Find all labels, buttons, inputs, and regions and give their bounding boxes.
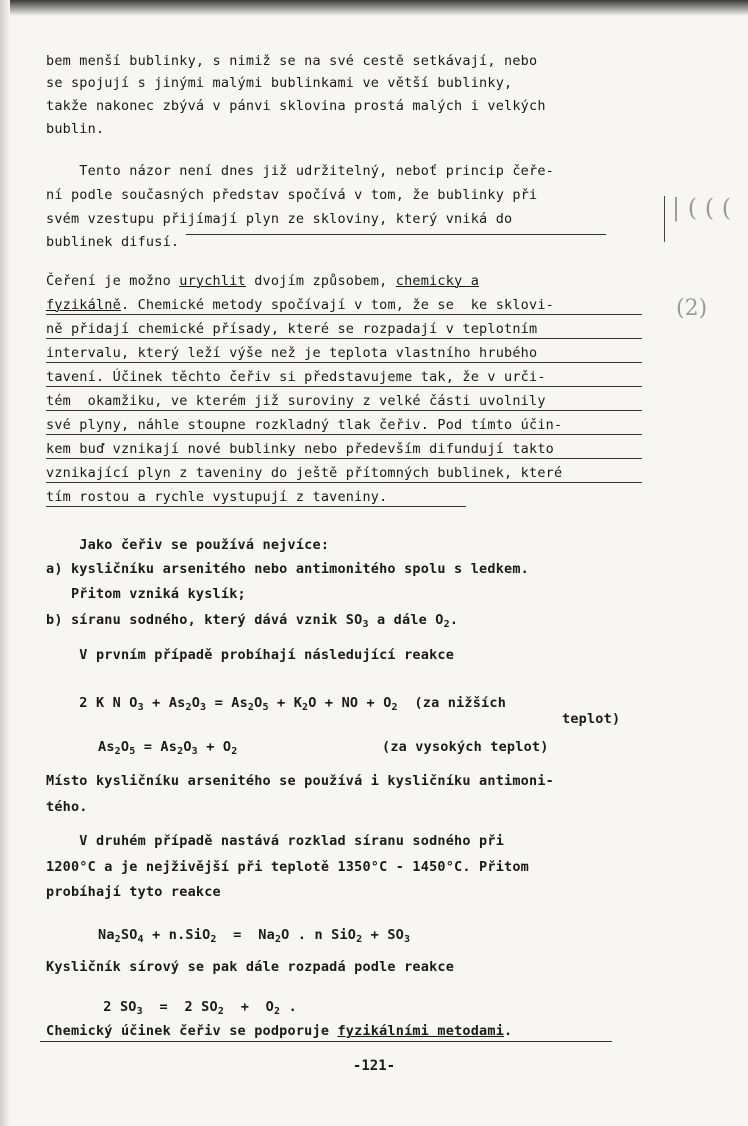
equation-line: [70, 998, 297, 1021]
text-line: tím rostou a rychle vystupují z taveniny.: [46, 489, 388, 505]
text-run: dvojím způsobem,: [245, 273, 396, 289]
eq-run: 2 K N O: [46, 695, 138, 711]
underline-rule: [46, 506, 466, 507]
text-line: (za vysokých teplot): [382, 739, 549, 755]
text-line: 1200°C a je nejživější při teplotě 1350°C - 1450°C. Přitom: [46, 859, 530, 875]
eq-run: O: [191, 695, 201, 711]
eq-run: + n.SiO: [143, 927, 211, 943]
subscript: 5: [262, 702, 269, 713]
text-line: V prvním případě probíhají následující reakce: [46, 647, 455, 663]
margin-pencil-mark: (2): [676, 296, 708, 321]
eq-run: (za nižších: [397, 695, 507, 711]
text-run: Čeření je možno: [46, 273, 180, 289]
underline-rule: [46, 362, 642, 363]
text-line: V druhém případě nastává rozklad síranu sodného při: [46, 833, 505, 849]
subscript: 3: [136, 1006, 143, 1017]
eq-run: + O: [224, 999, 275, 1015]
subscript: 2: [443, 619, 450, 630]
text-run: .: [504, 1023, 513, 1039]
eq-run: + As: [143, 695, 186, 711]
text-run: . Chemické metody spočívají v tom, že se ke sklovi-: [120, 297, 554, 313]
equation-line: [98, 738, 237, 761]
eq-run: = 2 SO: [142, 999, 218, 1015]
eq-run: O: [183, 739, 192, 755]
underline-rule: [46, 386, 642, 387]
text-line: své plyny, náhle stoupne rozkladný tlak čeřiv. Pod tímto účin-: [46, 417, 563, 433]
text-run: Chemický účinek čeřiv se podporuje: [46, 1023, 338, 1039]
eq-run: = As: [206, 695, 248, 711]
eq-run: = Na: [216, 927, 275, 943]
underline-rule: [46, 338, 642, 339]
eq-run: Na: [98, 927, 115, 943]
text-line: a) kysličníku arsenitého nebo antimonitého spolu s ledkem.: [46, 561, 530, 577]
subscript: 3: [137, 702, 144, 713]
equation-line: [98, 926, 410, 949]
eq-run: = As: [135, 739, 178, 755]
text-line: kem buď vznikají nové bublinky nebo především difundují takto: [46, 441, 554, 457]
text-line: [46, 1022, 512, 1040]
subscript: 2: [247, 702, 255, 713]
text-line: vznikající plyn z taveniny do ještě přítomných bublinek, které: [46, 465, 563, 481]
text-line: bublin.: [46, 121, 105, 137]
page-number: -121-: [352, 1058, 396, 1074]
text-line: bublinek difusí.: [46, 234, 180, 250]
subscript: 5: [129, 746, 136, 757]
subscript: 2: [114, 934, 121, 945]
eq-run: O: [120, 739, 130, 755]
subscript: 3: [404, 934, 411, 945]
text-line: [46, 296, 554, 314]
underline-rule: [46, 410, 642, 411]
text-run: .: [449, 612, 459, 628]
eq-run: O + NO + O: [308, 695, 392, 711]
underline-rule: [46, 482, 642, 483]
margin-pencil-mark: | ( ( (: [672, 194, 732, 222]
subscript: 2: [177, 746, 184, 757]
text-line: tavení. Účinek těchto čeřiv si představujeme tak, že v urči-: [46, 369, 546, 385]
eq-run: + O: [197, 739, 232, 755]
eq-run: + SO: [362, 927, 404, 943]
underline-rule: [46, 314, 642, 315]
text-line: ně přidají chemické přísady, které se rozpadají v teplotním: [46, 321, 538, 337]
subscript: 2: [217, 1006, 225, 1017]
subscript: 2: [231, 746, 238, 757]
text-line: Tento názor není dnes již udržitelný, neboť princip čeře-: [46, 163, 554, 179]
subscript: 2: [185, 702, 192, 713]
text-line: Místo kysličníku arsenitého se používá i kysličníku antimoni-: [46, 773, 554, 789]
text-run: b) síranu sodného, který dává vznik SO: [46, 612, 363, 628]
underlined-word: urychlit: [179, 273, 246, 289]
underline-rule: [40, 1041, 612, 1042]
scan-shadow-left: [0, 0, 10, 1126]
text-line: Kysličník sírový se pak dále rozpadá podle reakce: [46, 959, 455, 975]
text-line: se spojují s jinými malými bublinkami ve větší bublinky,: [46, 75, 513, 91]
margin-line: [664, 196, 665, 242]
eq-run: 2 SO: [70, 999, 137, 1015]
text-run: a dále O: [368, 612, 444, 628]
text-line: [46, 272, 479, 290]
eq-run: + K: [268, 695, 303, 711]
subscript: 2: [356, 934, 363, 945]
eq-run: SO: [120, 927, 138, 943]
eq-run: .: [280, 999, 297, 1015]
equation-line: [46, 694, 506, 717]
text-line: Přitom vzniká kyslík;: [46, 586, 246, 602]
subscript: 4: [137, 934, 144, 945]
underline-rule: [46, 434, 642, 435]
text-line: svém vzestupu přijímají plyn ze skloviny, který vniká do: [46, 211, 513, 227]
text-line: teplot): [562, 711, 621, 727]
subscript: 3: [191, 746, 198, 757]
subscript: 2: [391, 702, 398, 713]
subscript: 2: [114, 746, 121, 757]
text-line: tém okamžiku, ve kterém již suroviny z velké části uvolnily: [46, 393, 546, 409]
subscript: 2: [210, 934, 217, 945]
text-line: Jako čeřiv se používá nejvíce:: [46, 537, 330, 553]
eq-run: O: [254, 695, 263, 711]
eq-run: O . n SiO: [281, 927, 357, 943]
text-line: takže nakonec zbývá v pánvi sklovina prostá malých i velkých: [46, 98, 546, 114]
underlined-word: fyzikálně: [46, 297, 121, 313]
text-line: tého.: [46, 799, 88, 815]
underlined-word: chemicky a: [395, 273, 480, 289]
text-line: probíhají tyto reakce: [46, 884, 221, 900]
text-line: intervalu, který leží výše než je teplota vlastního hrubého: [46, 345, 538, 361]
eq-run: As: [98, 739, 115, 755]
subscript: 2: [302, 702, 309, 713]
text-line: ní podle současných představ spočívá v tom, že bublinky při: [46, 187, 538, 203]
subscript: 2: [274, 1006, 281, 1017]
text-line: bem menší bublinky, s nimiž se na své cestě setkávají, nebo: [46, 53, 538, 69]
subscript: 3: [200, 702, 207, 713]
underline-rule: [46, 458, 642, 459]
underlined-phrase: fyzikálními metodami: [337, 1023, 505, 1039]
subscript: 3: [362, 619, 369, 630]
underline-rule: [186, 234, 606, 235]
subscript: 2: [274, 934, 282, 945]
scan-shadow-top: [0, 0, 748, 16]
text-line: [46, 611, 458, 634]
